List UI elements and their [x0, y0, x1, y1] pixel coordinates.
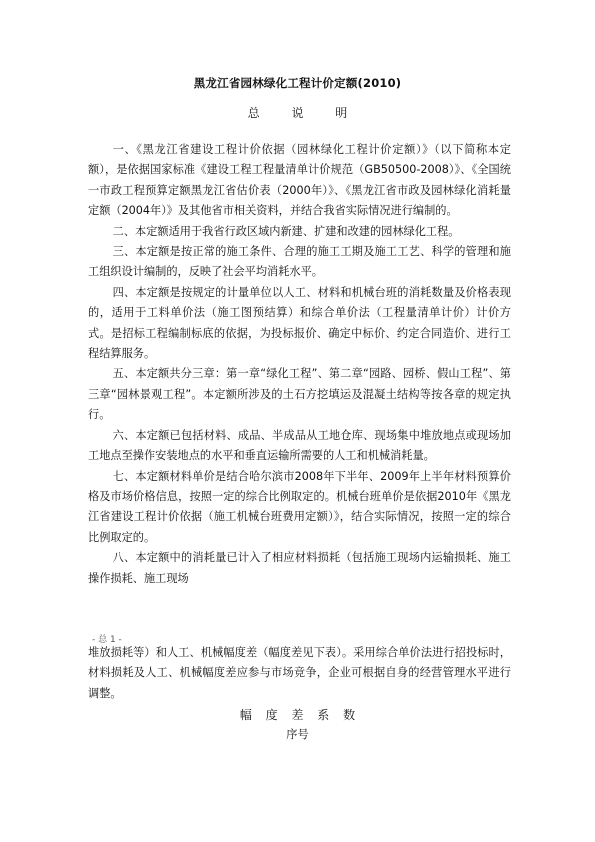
paragraph-2: 二、本定额适用于我省行政区域内新建、扩建和改建的园林绿化工程。	[112, 224, 460, 238]
body-text	[88, 140, 511, 589]
paragraph-continuation: 堆放损耗等）和人工、机械幅度差（幅度差见下表）。采用综合单价法进行招投标时，材料损耗及人工、机械幅度差应参与市场竞争，企业可根据自身的经营管理水平进行调整。	[88, 646, 511, 700]
page-number: - 总 1 -	[92, 635, 122, 645]
paragraph-1: 一、《黑龙江省建设工程计价依据（园林绿化工程计价定额）》（以下简称本定额），是依据国家标准《建设工程工程量清单计价规范（GB50500-2008）》、《全国统一市政工程预算定额黑龙江省估价表（2000年）》、《黑龙江省市政及园林绿化消耗量定额（2004年）》及其他省市相关资料，并结合我省实际情况进行编制的。	[88, 143, 511, 218]
paragraph-4: 四、本定额是按规定的计量单位以人工、材料和机械台班的消耗数量及价格表现的，适用于工料单价法（施工图预结算）和综合单价法（工程量清单计价）计价方式。是招标工程编制标底的依据，为投标报价、确定中标价、约定合同造价、进行工程结算服务。	[88, 285, 511, 361]
paragraph-3: 三、本定额是按正常的施工条件、合理的施工工期及施工工艺、科学的管理和施工组织设计编制的，反映了社会平均消耗水平。	[88, 245, 511, 279]
paragraph-6: 六、本定额已包括材料、成品、半成品从工地仓库、现场集中堆放地点或现场加工地点至操作安装地点的水平和垂直运输所需要的人工和机械消耗量。	[88, 428, 511, 463]
section-heading: 总 说 明	[247, 106, 348, 120]
paragraph-8: 八、本定额中的消耗量已计入了相应材料损耗（包括施工现场内运输损耗、施工操作损耗、施工现场	[88, 551, 511, 585]
table-column-header-index: 序号	[286, 728, 309, 741]
paragraph-5: 五、本定额共分三章：第一章“绿化工程”、第二章“园路、园桥、假山工程”、第三章“园林景观工程”。本定额所涉及的土石方挖填运及混凝土结构等按各章的规定执行。	[88, 367, 511, 422]
table-title: 幅 度 差 系 数	[239, 708, 356, 722]
document-title: 黑龙江省园林绿化工程计价定额(2010)	[193, 76, 402, 90]
paragraph-7: 七、本定额材料单价是结合哈尔滨市2008年下半年、2009年上半年材料预算价格及市场价格信息，按照一定的综合比例取定的。机械台班单价是依据2010年《黑龙江省建设工程计价依据（施工机械台班费用定额）》，结合实际情况，按照一定的综合比例取定的。	[88, 469, 511, 544]
